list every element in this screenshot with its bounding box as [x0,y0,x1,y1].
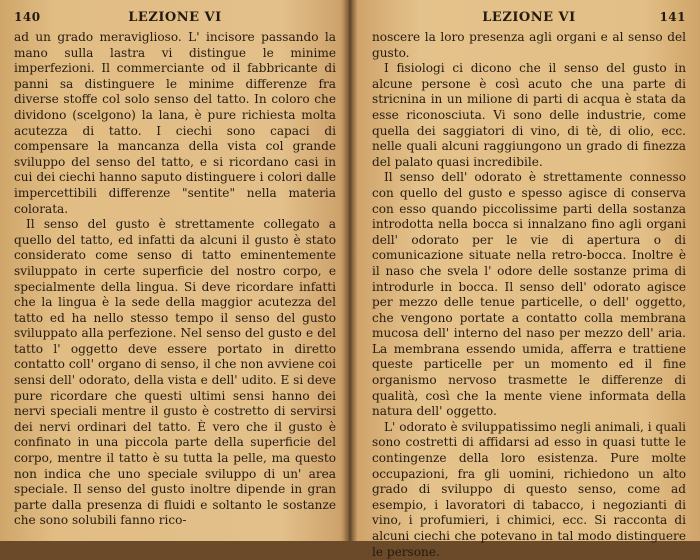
paragraph: Il senso dell' odorato è strettamente connesso con quello del gusto e spesso agisce di conserva con esso quando piccolissime parti della sostanza introdotta nella bocca si innalzano fino agli organi dell' odorato per le vie di apertura o di comunicazione situate nella retro-bocca. Inoltre è il naso che svela l' odore delle sostanze prima di introdurle in bocca. Il senso dell' odorato agisce per mezzo delle tenue particelle, o dell' oggetto, che vengono portate a contatto colla membrana mucosa dell' interno del naso per mezzo dell' aria. La membrana essendo umida, afferra e trattiene queste particelle per un momento ed il fine organismo nervoso trasmette le differenze di qualità, così che la mente viene informata della natura dell' oggetto. [372,170,686,419]
right-page [352,0,700,559]
paragraph: noscere la loro presenza agli organi e al senso del gusto. [372,30,686,60]
right-page-number: 141 [659,10,686,24]
paragraph: Il senso del gusto è strettamente collegato a quello del tatto, ed infatti da alcuni il gusto è stato considerato come senso di tatto eminentemente sviluppato in certe superficie del nostro corpo, e specialmente della lingua. Si deve ricordare infatti che la lingua è la sede della maggior acutezza del tatto ed ha nello stesso tempo il senso del gusto sviluppato alla perfezione. Nel senso del gusto e del tatto l' oggetto deve essere portato in diretto contatto coll' organo di senso, il che non avviene coi sensi dell' odorato, della vista e dell' udito. E si deve pure ricordare che questi ultimi sensi hanno dei nervi speciali mentre il gusto è costretto di servirsi dei nervi ordinari del tatto. È vero che il gusto è confinato in una piccola parte della superficie del corpo, mentre il tatto è su tutta la pelle, ma questo non indica che uno speciale sviluppo di un' area speciale. Il senso del gusto inoltre dipende in gran parte dalla presenza di fluidi e soltanto le sostanze che sono solubili fanno rico- [14,217,336,528]
right-page-header [372,8,686,30]
left-running-title: LEZIONE VI [128,10,222,25]
left-page-header [14,8,336,30]
paragraph: ad un grado meraviglioso. L' incisore passando la mano sulla lastra vi distingue le minime imperfezioni. Il commerciante od il fabbricante di panni sa distinguere le minime differenze fra diverse stoffe col solo senso del tatto. In coloro che dividono (scelgono) la lana, è pure richiesta molta acutezza di tatto. I ciechi sono capaci di compensare la mancanza della vista col grande sviluppo del senso del tatto, e si ricordano casi in cui dei ciechi hanno saputo distinguere i colori dalle impercettibili differenze "sentite" nella materia colorata. [14,30,336,216]
right-page-body [372,30,686,560]
left-page-number: 140 [14,10,41,24]
paragraph: L' odorato è sviluppatissimo negli animali, i quali sono costretti di affidarsi ad esso in quasi tutte le contingenze della loro esistenza. Pure molte occupazioni, fra gli uomini, richiedono un alto grado di sviluppo di questo senso, come ad esempio, i lavoratori di tabacco, i negozianti di vino, i profumieri, i chimici, ecc. Si racconta di alcuni ciechi che potevano in tal modo distinguere le persone. [372,419,686,559]
paragraph: I fisiologi ci dicono che il senso del gusto in alcune persone è così acuto che una parte di stricnina in un milione di parti di acqua è stata da esse riconosciuta. Vi sono delle industrie, come quella dei saggiatori di vino, di tè, di olio, ecc. nelle quali alcuni raggiungono un grado di finezza del palato quasi incredibile. [372,61,686,169]
left-page-body [14,30,336,529]
right-running-title: LEZIONE VI [482,10,576,25]
left-page [0,0,346,541]
